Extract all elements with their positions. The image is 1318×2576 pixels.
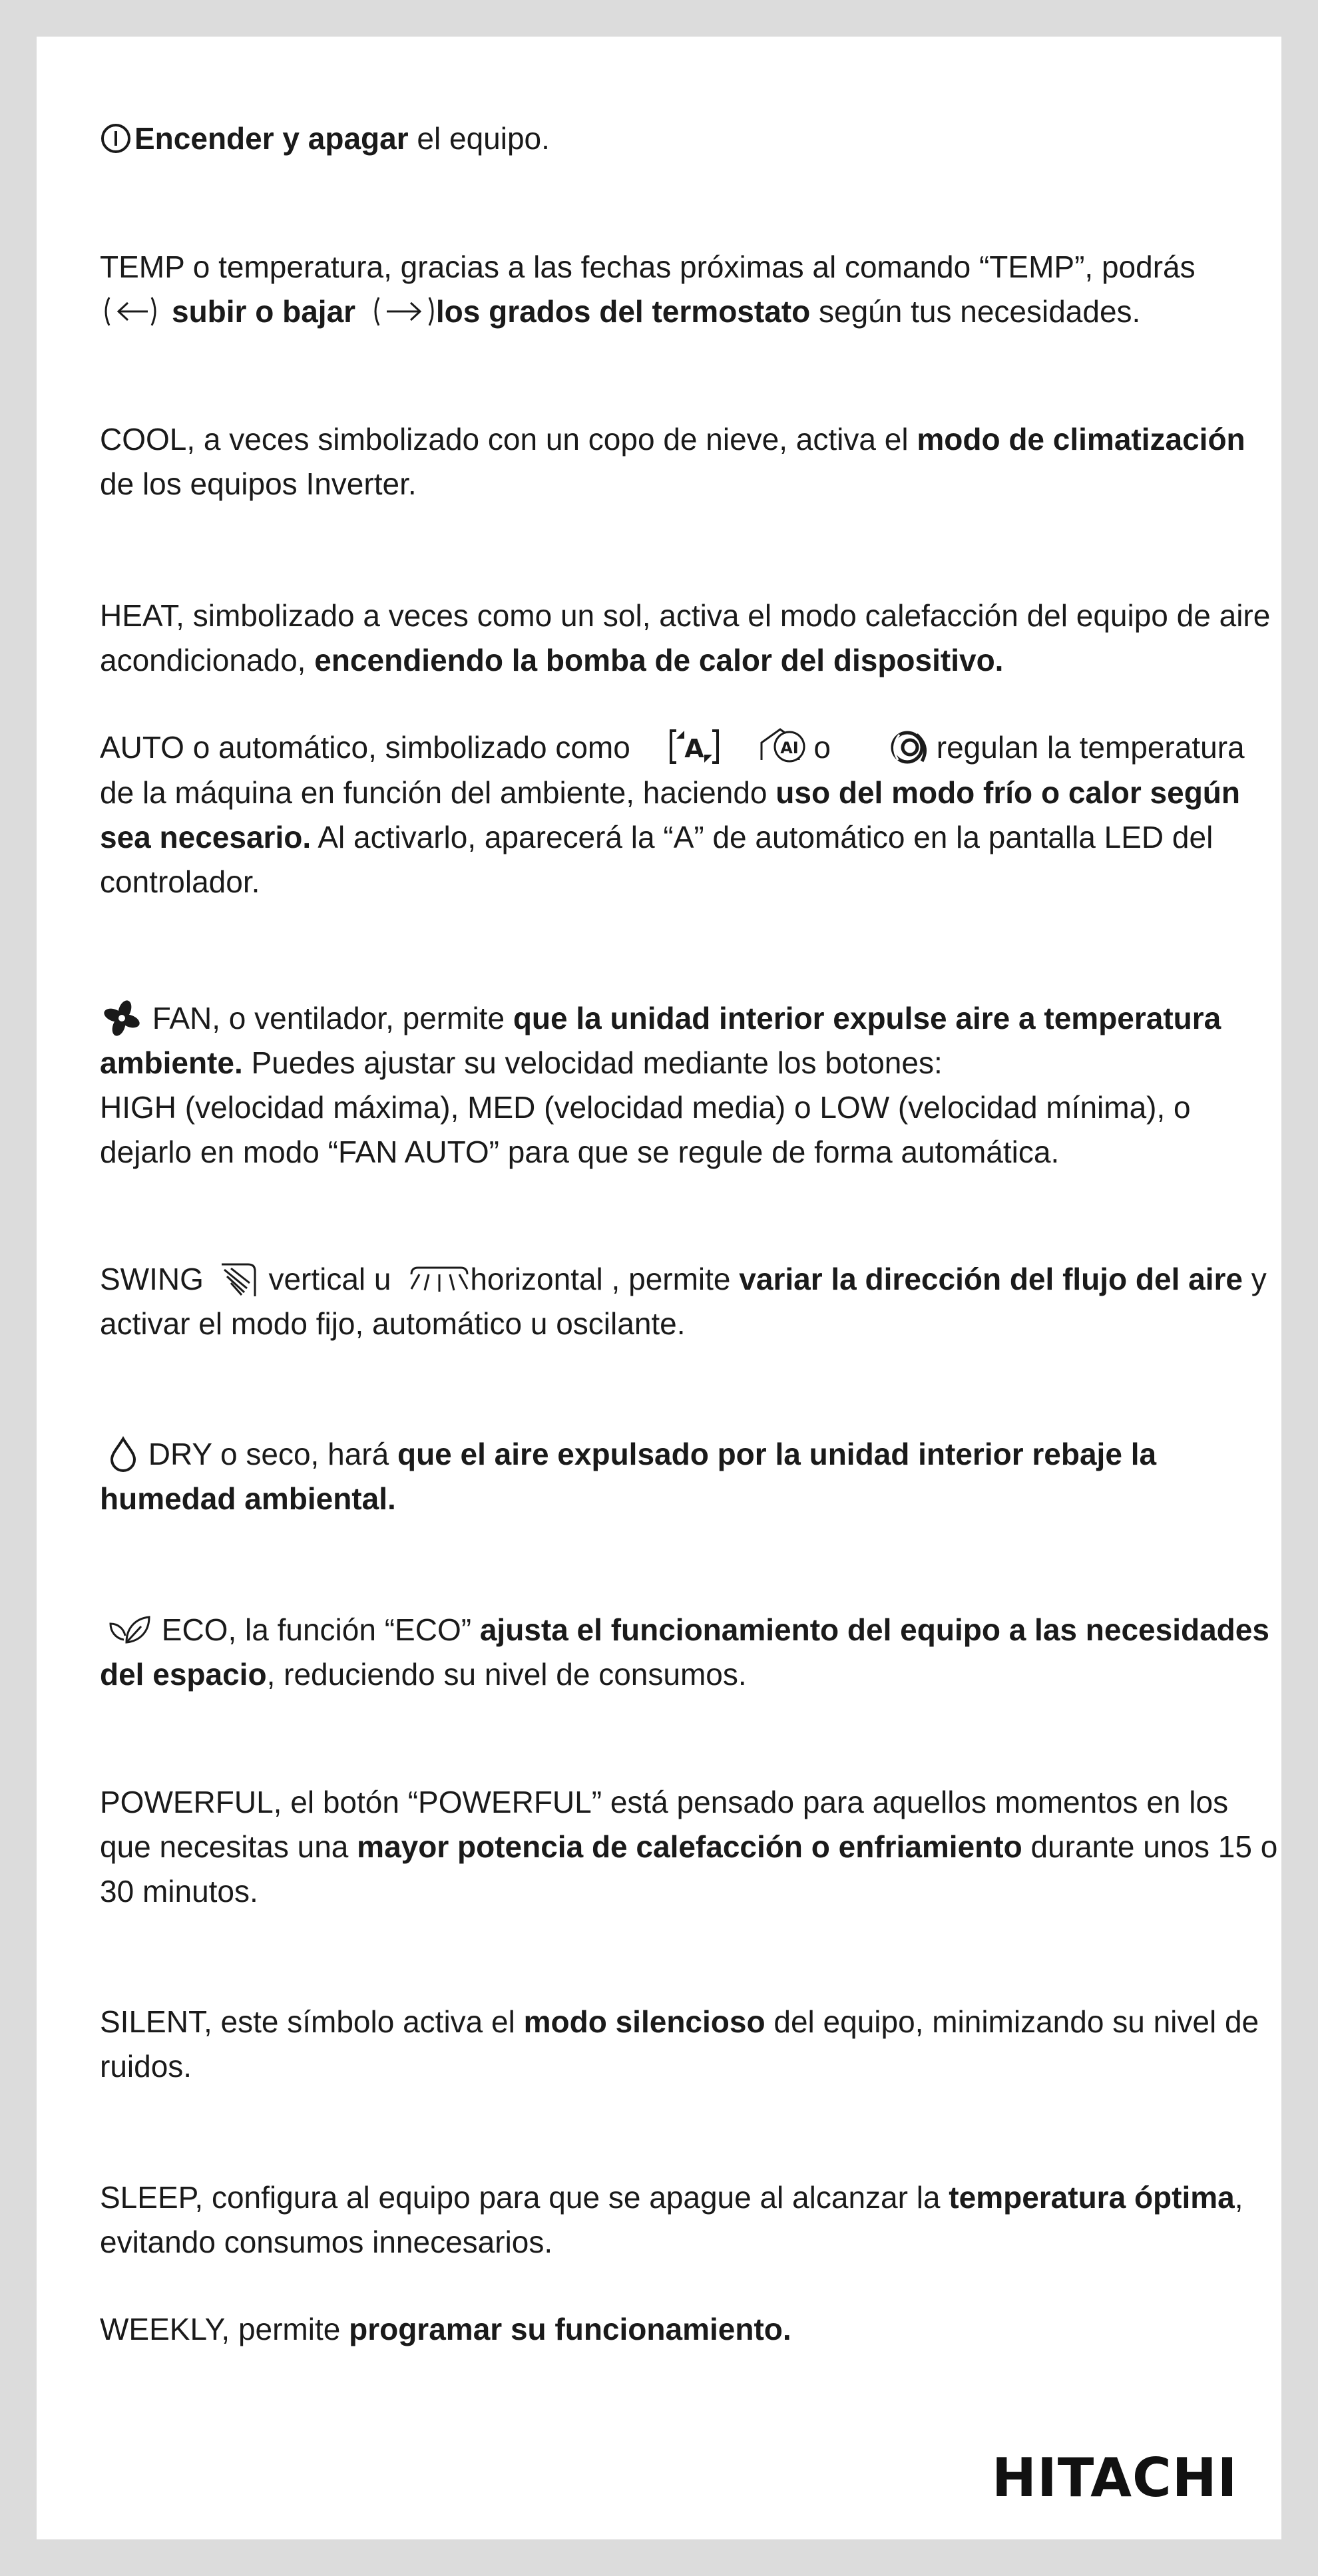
arrow-left-icon [100,295,172,328]
fan-icon [100,999,144,1037]
item-sleep: SLEEP, configura al equipo para que se apague al alcanzar la temperatura óptima, evitando consumos innecesarios. [100,2180,1243,2259]
item-swing: SWING vertical u horizontal , permite variar la dirección del flujo del aire y activar el modo fijo, automático u oscilante. [100,1257,1285,1346]
power-icon [100,122,134,154]
swing-vertical-icon [218,1259,260,1299]
swing-horizontal-icon [409,1262,470,1296]
drop-icon [107,1436,140,1472]
item-cool: COOL, a veces simbolizado con un copo de nieve, activa el modo de climatización de los equipos Inverter. [100,422,1245,501]
item-powerful: POWERFUL, el botón “POWERFUL” está pensado para aquellos momentos en los que necesitas una mayor potencia de calefacción o enfriamiento durante unos 15 o 30 minutos. [100,1785,1278,1909]
item-power: Encender y apagar el equipo. [100,116,1285,161]
auto-swirl-icon [883,727,937,768]
item-weekly: WEEKLY, permite programar su funcionamiento. [100,2312,791,2346]
svg-text:A: A [684,733,704,763]
item-fan: FAN, o ventilador, permite que la unidad interior expulse aire a temperatura ambiente. Puedes ajustar su velocidad mediante los botones: HIGH (velocidad máxima), MED (velocidad media) o LOW (velocidad mínima), o dejarlo en modo “FAN AUTO” para que se regule de forma automática. [100,996,1285,1175]
item-temp: TEMP o temperatura, gracias a las fechas próximas al comando “TEMP”, podrás subir o bajar los grados del termostato según tus necesidades. [100,250,1196,329]
svg-text:AI: AI [780,738,799,757]
hitachi-logo: HITACHI [992,2447,1238,2509]
document-sheet [37,37,1281,2539]
auto-a-icon [666,727,726,768]
item-heat: HEAT, simbolizado a veces como un sol, activa el modo calefacción del equipo de aire acondicionado, encendiendo la bomba de calor del dispositivo. [100,598,1271,677]
leaf-icon [107,1613,153,1646]
item-auto: AUTO o automático, simbolizado como A AI o regulan la temperatura de la máquina en función del ambiente, haciendo uso del modo frío o calor según sea necesario. Al activarlo, aparecerá la “A” de automático en la pantalla LED del controlador. [100,725,1285,904]
arrow-right-icon [372,295,436,328]
item-eco: ECO, la función “ECO” ajusta el funcionamiento del equipo a las necesidades del espacio, reduciendo su nivel de consumos. [100,1612,1269,1692]
item-silent: SILENT, este símbolo activa el modo silencioso del equipo, minimizando su nivel de ruidos. [100,2004,1259,2084]
item-dry: DRY o seco, hará que el aire expulsado por la unidad interior rebaje la humedad ambiental. [100,1437,1157,1516]
auto-ai-icon [758,727,813,768]
